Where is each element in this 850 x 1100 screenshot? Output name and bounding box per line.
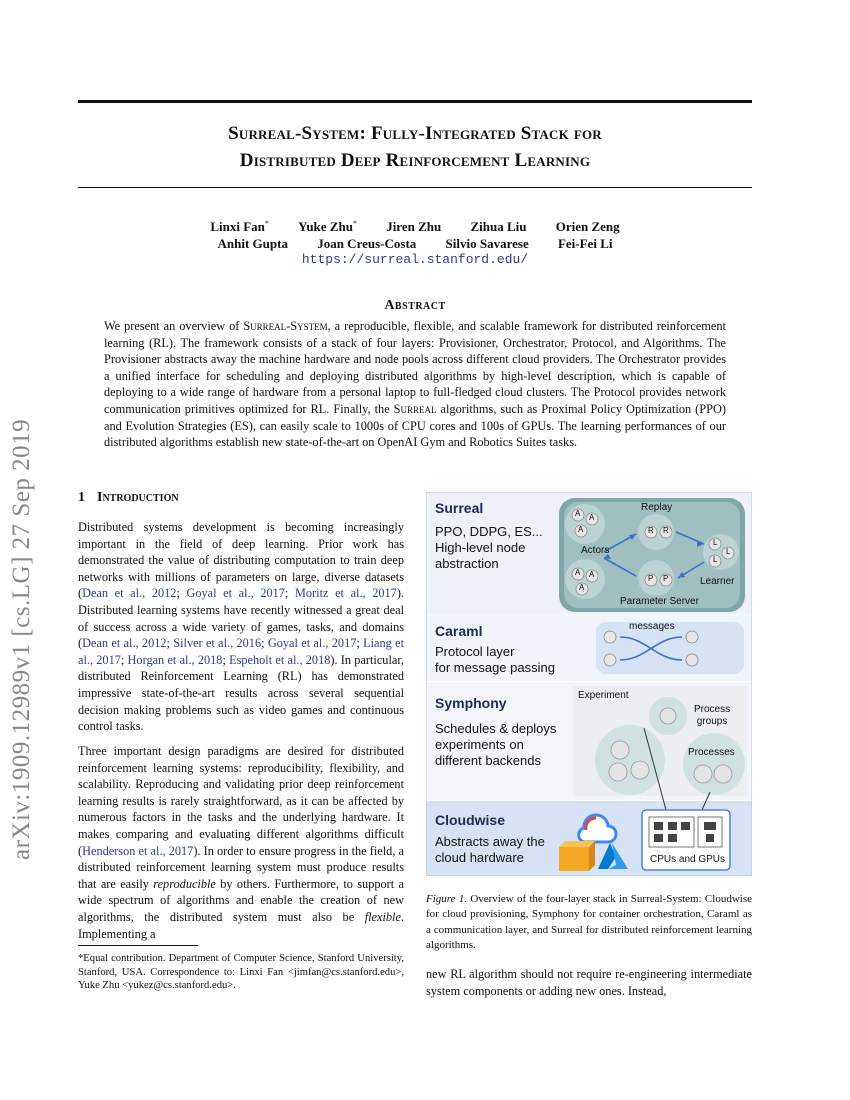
param-node-label: P	[648, 574, 654, 583]
messages-label: messages	[629, 621, 675, 632]
arxiv-stamp: arXiv:1909.12989v1 [cs.LG] 27 Sep 2019	[8, 418, 35, 860]
footnote: *Equal contribution. Department of Computer Science, Stanford University, Stanford, USA. Correspondence to: Linxi Fan <jimfan@cs.stanford.edu>, Yuke Zhu <yukez@cs.stanford.edu>.	[78, 953, 404, 991]
symphony-layer-desc: Schedules & deploys experiments on different backends	[435, 721, 557, 768]
authors-row-1	[78, 219, 752, 235]
process-group-large	[595, 725, 665, 795]
intro-paragraph-1: Distributed systems development is becoming increasingly important in the field of deep learning. Prior work has demonstrated the value of distributing computation to train deep networks with millions of parameters on large, diverse datasets (Dean et al., 2012; Goyal et al., 2017; Moritz et al., 2017). Distributed learning systems have recently witnessed a great deal of success across a wide variety of games, tasks, and domains (Dean et al., 2012; Silver et al., 2016; Goyal et al., 2017; Liang et al., 2017; Horgan et al., 2018; Espeholt et al., 2018). In particular, distributed Reinforcement Learning (RL) has demonstrated impressive state-of-the-art results across several sequential decision making problems such as video games and continuous control tasks.	[78, 520, 405, 734]
right-column-text: new RL algorithm should not require re-engineering intermediate system components or adding new ones. Instead,	[426, 967, 752, 998]
replay-label: Replay	[641, 502, 673, 513]
actor-node-label: A	[578, 525, 584, 534]
process-group-right	[683, 733, 745, 795]
processes-label: Processes	[688, 747, 735, 758]
cpu-box	[649, 817, 694, 847]
caraml-layer-desc: Protocol layer for message passing	[435, 644, 555, 675]
figure-1	[426, 492, 752, 876]
author-name: Joan Creus-Costa	[317, 236, 417, 251]
top-rule	[78, 100, 752, 103]
replay-node-label: R	[648, 526, 654, 535]
paper-title: Surreal-System: Fully-Integrated Stack for Distributed Deep Reinforcement Learning	[228, 123, 602, 171]
actor-node-label: A	[579, 583, 585, 592]
actors-label: Actors	[581, 545, 610, 556]
abstract-text: We present an overview of Surreal-System, a reproducible, flexible, and scalable framework for distributed reinforcement learning (RL). The framework consists of a stack of four layers: Provisioner, Orchestrator, Protocol, and Algorithms. The Provisioner abstracts away the machine hardware and node pools across different cloud providers. The Orchestrator provides a unified interface for scheduling and deploying distributed algorithms by high-level description, which is capable of deploying to a wide range of hardware from a personal laptop to full-fledged cloud clusters. The Protocol provides network communication primitives optimized for RL. Finally, the Surreal algorithms, such as Proximal Policy Optimization (PPO) and Evolution Strategies (ES), can easily scale to 1000s of CPU cores and 100s of GPUs. The learning performances of our distributed algorithms establish new state-of-the-art on OpenAI Gym and Robotics Suites tasks.	[104, 319, 727, 450]
actor-node-label: A	[589, 570, 595, 579]
author-name: Anhit Gupta	[217, 236, 288, 251]
abstract-heading: Abstract	[384, 298, 446, 313]
symphony-layer-title: Symphony	[435, 695, 507, 711]
param-server-label: Parameter Server	[620, 596, 699, 607]
project-url[interactable]: https://surreal.stanford.edu/	[301, 252, 529, 267]
caraml-layer-title: Caraml	[435, 623, 483, 639]
learner-node-label: L	[726, 547, 731, 556]
learner-node-label: L	[713, 555, 718, 564]
cloudwise-layer-title: Cloudwise	[435, 812, 506, 828]
author-name: Fei-Fei Li	[557, 236, 613, 251]
cloudwise-layer-desc: Abstracts away the cloud hardware	[435, 834, 545, 865]
author-name: Linxi Fan*	[210, 219, 269, 235]
experiment-label: Experiment	[578, 690, 629, 701]
actor-node-label: A	[589, 513, 595, 522]
author-name: Zihua Liu	[470, 219, 527, 235]
aws-box-icon	[559, 841, 595, 871]
author-name: Yuke Zhu*	[298, 219, 357, 235]
author-name: Jiren Zhu	[386, 219, 442, 235]
learner-node-label: L	[713, 538, 718, 547]
actor-group-top	[565, 504, 605, 544]
cpus-gpus-label: CPUs and GPUs	[650, 854, 726, 865]
section-heading: 1 Introduction	[78, 490, 179, 505]
author-name: Orien Zeng	[555, 219, 620, 235]
surreal-layer-desc: PPO, DDPG, ES... High-level node abstraction	[435, 524, 543, 571]
intro-paragraph-2: Three important design paradigms are desired for distributed reinforcement learning systems: reproducibility, flexibility, and scalability. Reproducing and validating prior deep reinforcement learning results is rarely straightforward, as it can be affected by numerous factors in the tasks and the underlying hardware. It makes comparing and evaluating different algorithms difficult (Henderson et al., 2017). In order to ensure progress in the field, a distributed reinforcement learning system must produce results that are easily reproducible by others. Furthermore, to support a wide spectrum of algorithms and enable the creation of new algorithms, the distributed system must also be flexible. Implementing a	[78, 744, 404, 941]
replay-node-label: R	[663, 526, 669, 535]
figure-caption: Figure 1. Overview of the four-layer stack in Surreal-System: Cloudwise for cloud provisioning, Symphony for container orchestration, Caraml as a communication layer, and Surreal for distributed reinforcement learning algorithms.	[426, 893, 752, 952]
footnote-rule	[78, 945, 198, 946]
param-node-label: P	[663, 574, 669, 583]
process-groups-label: Process groups	[694, 704, 731, 727]
learner-label: Learner	[700, 576, 735, 587]
surreal-layer-title: Surreal	[435, 500, 484, 516]
title-bottom-rule	[78, 187, 752, 188]
gpu-box	[698, 817, 722, 847]
authors-row-2	[78, 236, 752, 252]
actor-node-label: A	[575, 509, 581, 518]
actor-node-label: A	[575, 568, 581, 577]
author-name: Silvio Savarese	[445, 236, 529, 251]
